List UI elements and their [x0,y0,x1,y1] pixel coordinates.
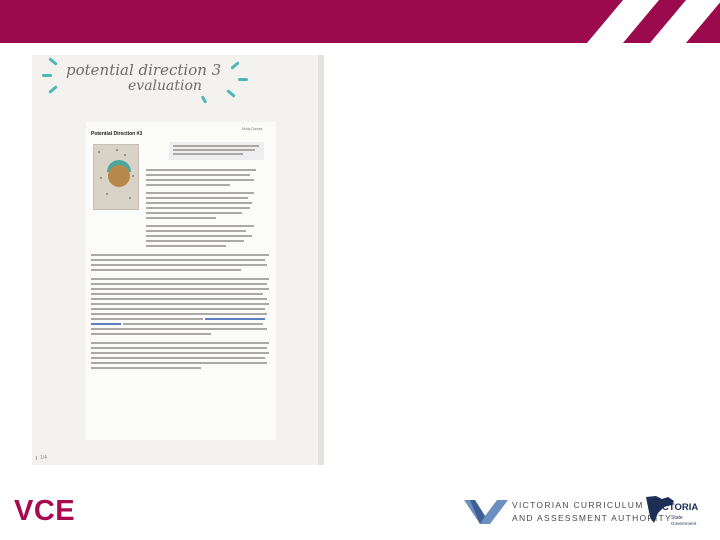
victoria-wordmark: VICTORIA [653,502,699,513]
handwritten-title-line2: evaluation [128,78,202,94]
document-heading: Potential Direction #3 [91,131,143,137]
vcaa-tick-icon [464,496,508,526]
handwritten-title-line1: potential direction 3 [66,61,222,79]
document-page [86,122,276,440]
vcaa-name-line1: VICTORIAN CURRICULUM [512,500,644,510]
vcaa-name-line2: AND ASSESSMENT AUTHORITY [512,513,672,523]
page-number: 1/4 [40,455,47,461]
victoria-state-label: State [671,515,683,521]
vcaa-logo [462,493,672,527]
header-stripe-left [587,0,659,43]
page-number-tick [36,456,37,460]
victoria-government-label: Government [671,521,697,526]
header-stripe-right [650,0,720,43]
quote-box [169,142,264,160]
header-band [0,0,720,43]
vce-logo: VCE [14,495,76,527]
victoria-government-logo [644,490,714,530]
artwork-image [93,144,139,210]
scanned-page-edge [318,55,324,465]
document-author: Molly Davies [242,127,263,131]
